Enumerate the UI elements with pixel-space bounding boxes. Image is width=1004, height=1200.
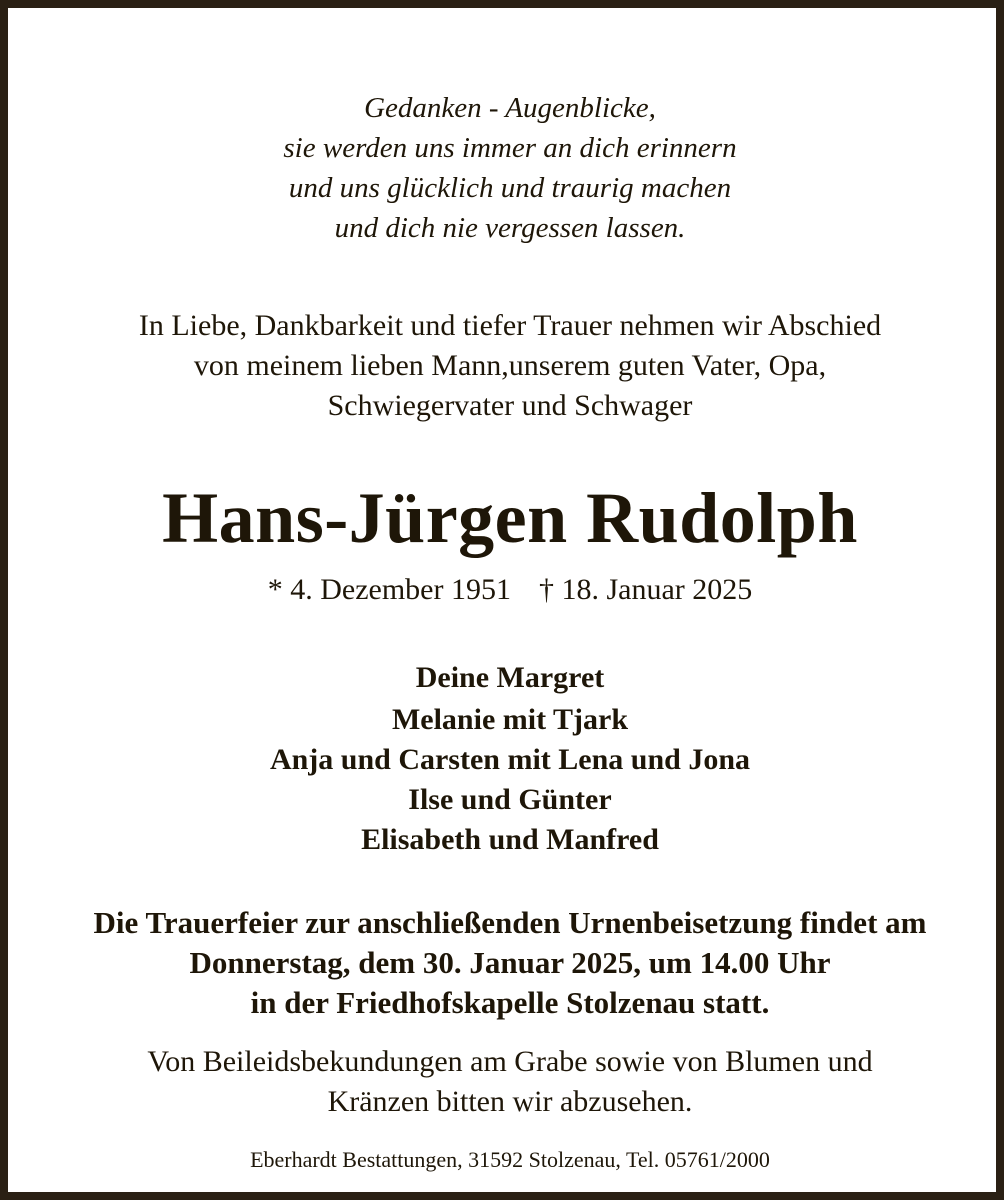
life-dates xyxy=(8,570,1004,610)
family-line-1: Deine Margret xyxy=(415,661,605,694)
poem-line-4: und dich nie vergessen lassen. xyxy=(334,212,686,244)
poem-line-3: und uns glücklich und traurig machen xyxy=(288,172,732,204)
service-line-3: in der Friedhofskapelle Stolzenau statt. xyxy=(250,985,770,1020)
service-line-1: Die Trauerfeier zur anschließenden Urnenbeisetzung findet am xyxy=(93,905,927,940)
family-line-5: Elisabeth und Manfred xyxy=(361,823,659,856)
deceased-name: Hans-Jürgen Rudolph xyxy=(162,478,858,558)
birth-date: * 4. Dezember 1951 xyxy=(267,573,511,606)
family-line-2: Melanie mit Tjark xyxy=(391,703,629,736)
service-line-2: Donnerstag, dem 30. Januar 2025, um 14.00 Uhr xyxy=(189,945,831,980)
poem-line-1: Gedanken - Augenblicke, xyxy=(364,92,656,124)
note-line-1: Von Beileidsbekundungen am Grabe sowie von Blumen und xyxy=(147,1045,873,1078)
intro-line-3: Schwiegervater und Schwager xyxy=(327,389,693,422)
note-line-2: Kränzen bitten wir abzusehen. xyxy=(327,1085,693,1118)
death-date: † 18. Januar 2025 xyxy=(538,573,753,606)
family-line-4: Ilse und Günter xyxy=(408,783,612,816)
poem-line-2: sie werden uns immer an dich erinnern xyxy=(283,132,737,164)
intro-line-1: In Liebe, Dankbarkeit und tiefer Trauer nehmen wir Abschied xyxy=(138,309,882,342)
intro-line-2: von meinem lieben Mann,unserem guten Vater, Opa, xyxy=(193,349,827,382)
family-line-3: Anja und Carsten mit Lena und Jona xyxy=(269,743,751,776)
funeral-home-footer: Eberhardt Bestattungen, 31592 Stolzenau, Tel. 05761/2000 xyxy=(250,1147,770,1172)
